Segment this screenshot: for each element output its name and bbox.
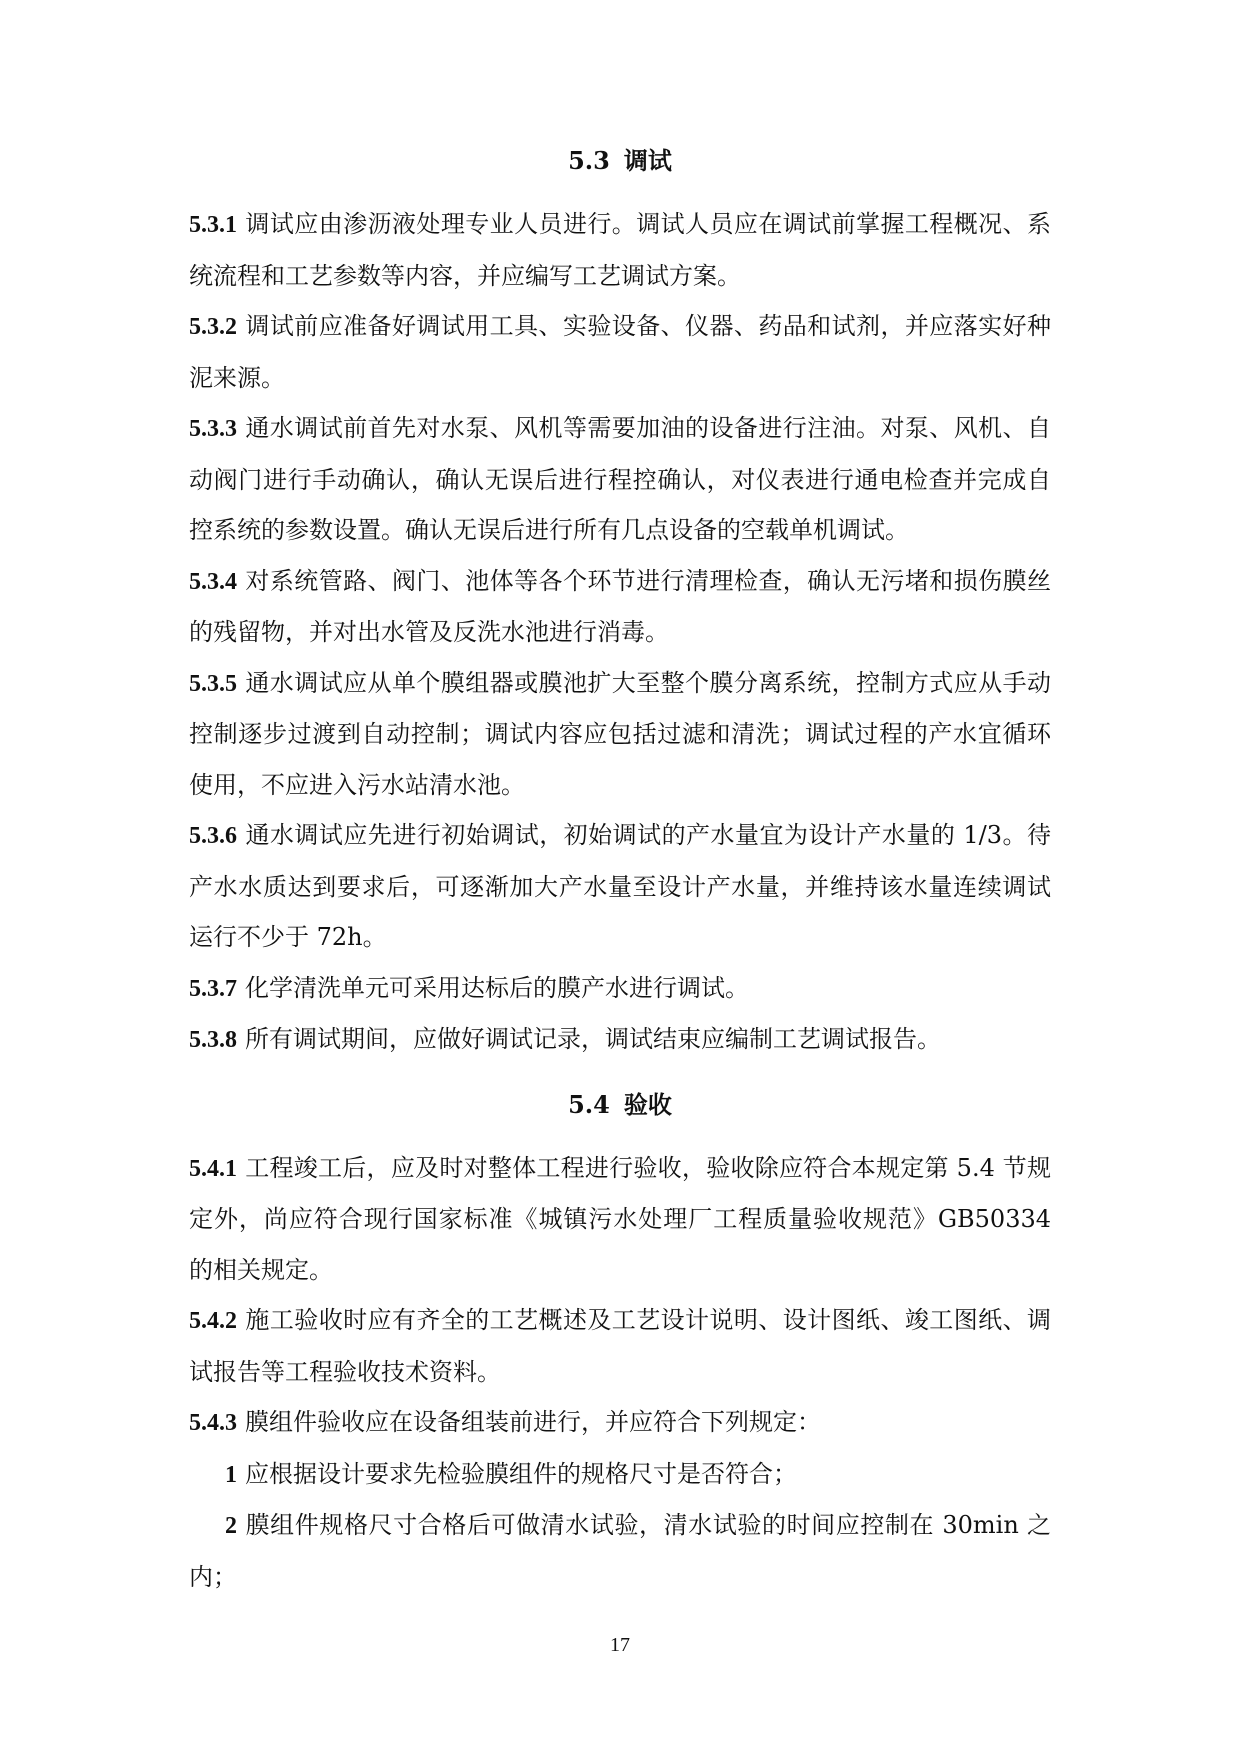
section-title: 调试: [623, 146, 672, 175]
section-heading-5-4: [189, 1089, 1051, 1121]
clause-text: 施工验收时应有齐全的工艺概述及工艺设计说明、设计图纸、竣工图纸、调试报告等工程验收技术资料。: [189, 1306, 1051, 1386]
clause-text: 通水调试应从单个膜组器或膜池扩大至整个膜分离系统，控制方式应从手动控制逐步过渡到自动控制；调试内容应包括过滤和清洗；调试过程的产水宜循环使用，不应进入污水站清水池。: [189, 668, 1051, 799]
item-number: 1: [225, 1461, 237, 1488]
page-content: [189, 145, 1051, 1602]
clause-number: 5.3.2: [189, 314, 237, 340]
clause-5-3-4: [189, 556, 1051, 658]
clause-number: 5.3.8: [189, 1027, 237, 1053]
clause-5-3-5: [189, 658, 1051, 811]
item-text: 膜组件规格尺寸合格后可做清水试验，清水试验的时间应控制在 30min 之内；: [189, 1511, 1051, 1591]
clause-number: 5.4.1: [189, 1155, 237, 1182]
clause-number: 5.3.1: [189, 212, 237, 238]
clause-5-3-8: [189, 1014, 1051, 1066]
clause-number: 5.4.3: [189, 1410, 237, 1436]
clause-5-3-3: [189, 403, 1051, 556]
clause-number: 5.3.3: [189, 416, 237, 442]
clause-text: 所有调试期间，应做好调试记录，调试结束应编制工艺调试报告。: [245, 1025, 941, 1053]
clause-number: 5.3.7: [189, 975, 237, 1002]
clause-5-3-1: [189, 199, 1051, 301]
page-number: 17: [610, 1634, 630, 1656]
clause-text: 膜组件验收应在设备组装前进行，并应符合下列规定：: [245, 1408, 821, 1436]
clause-text: 调试应由渗沥液处理专业人员进行。调试人员应在调试前掌握工程概况、系统流程和工艺参数等内容，并应编写工艺调试方案。: [189, 210, 1051, 290]
clause-5-3-6: [189, 810, 1051, 963]
clause-number: 5.3.6: [189, 823, 237, 849]
section-number: 5.4: [568, 1089, 610, 1119]
clause-number: 5.3.4: [189, 568, 237, 595]
clause-5-4-2: [189, 1295, 1051, 1397]
list-item-2: [189, 1500, 1051, 1602]
clause-text: 工程竣工后，应及时对整体工程进行验收，验收除应符合本规定第 5.4 节规定外，尚应符合现行国家标准《城镇污水处理厂工程质量验收规范》GB50334 的相关规定。: [189, 1153, 1051, 1284]
clause-number: 5.4.2: [189, 1308, 237, 1334]
clause-5-4-1: [189, 1143, 1051, 1296]
clause-text: 调试前应准备好调试用工具、实验设备、仪器、药品和试剂，并应落实好种泥来源。: [189, 312, 1051, 392]
item-number: 2: [225, 1513, 237, 1539]
clause-text: 通水调试前首先对水泵、风机等需要加油的设备进行注油。对泵、风机、自动阀门进行手动确认，确认无误后进行程控确认，对仪表进行通电检查并完成自控系统的参数设置。确认无误后进行所有几点设备的空载单机调试。: [189, 414, 1051, 544]
clause-5-4-3: [189, 1397, 1051, 1449]
clause-5-3-2: [189, 301, 1051, 403]
clause-text: 对系统管路、阀门、池体等各个环节进行清理检查，确认无污堵和损伤膜丝的残留物，并对出水管及反洗水池进行消毒。: [189, 566, 1051, 646]
section-heading-5-3: [189, 145, 1051, 177]
item-text: 应根据设计要求先检验膜组件的规格尺寸是否符合；: [245, 1459, 797, 1488]
clause-text: 化学清洗单元可采用达标后的膜产水进行调试。: [245, 973, 749, 1002]
clause-number: 5.3.5: [189, 670, 237, 697]
clause-text: 通水调试应先进行初始调试，初始调试的产水量宜为设计产水量的 1/3。待产水水质达到要求后，可逐渐加大产水量至设计产水量，并维持该水量连续调试运行不少于 72h。: [189, 821, 1051, 951]
section-number: 5.3: [568, 146, 610, 175]
list-item-1: [189, 1449, 1051, 1501]
section-title: 验收: [623, 1089, 672, 1119]
clause-5-3-7: [189, 963, 1051, 1015]
